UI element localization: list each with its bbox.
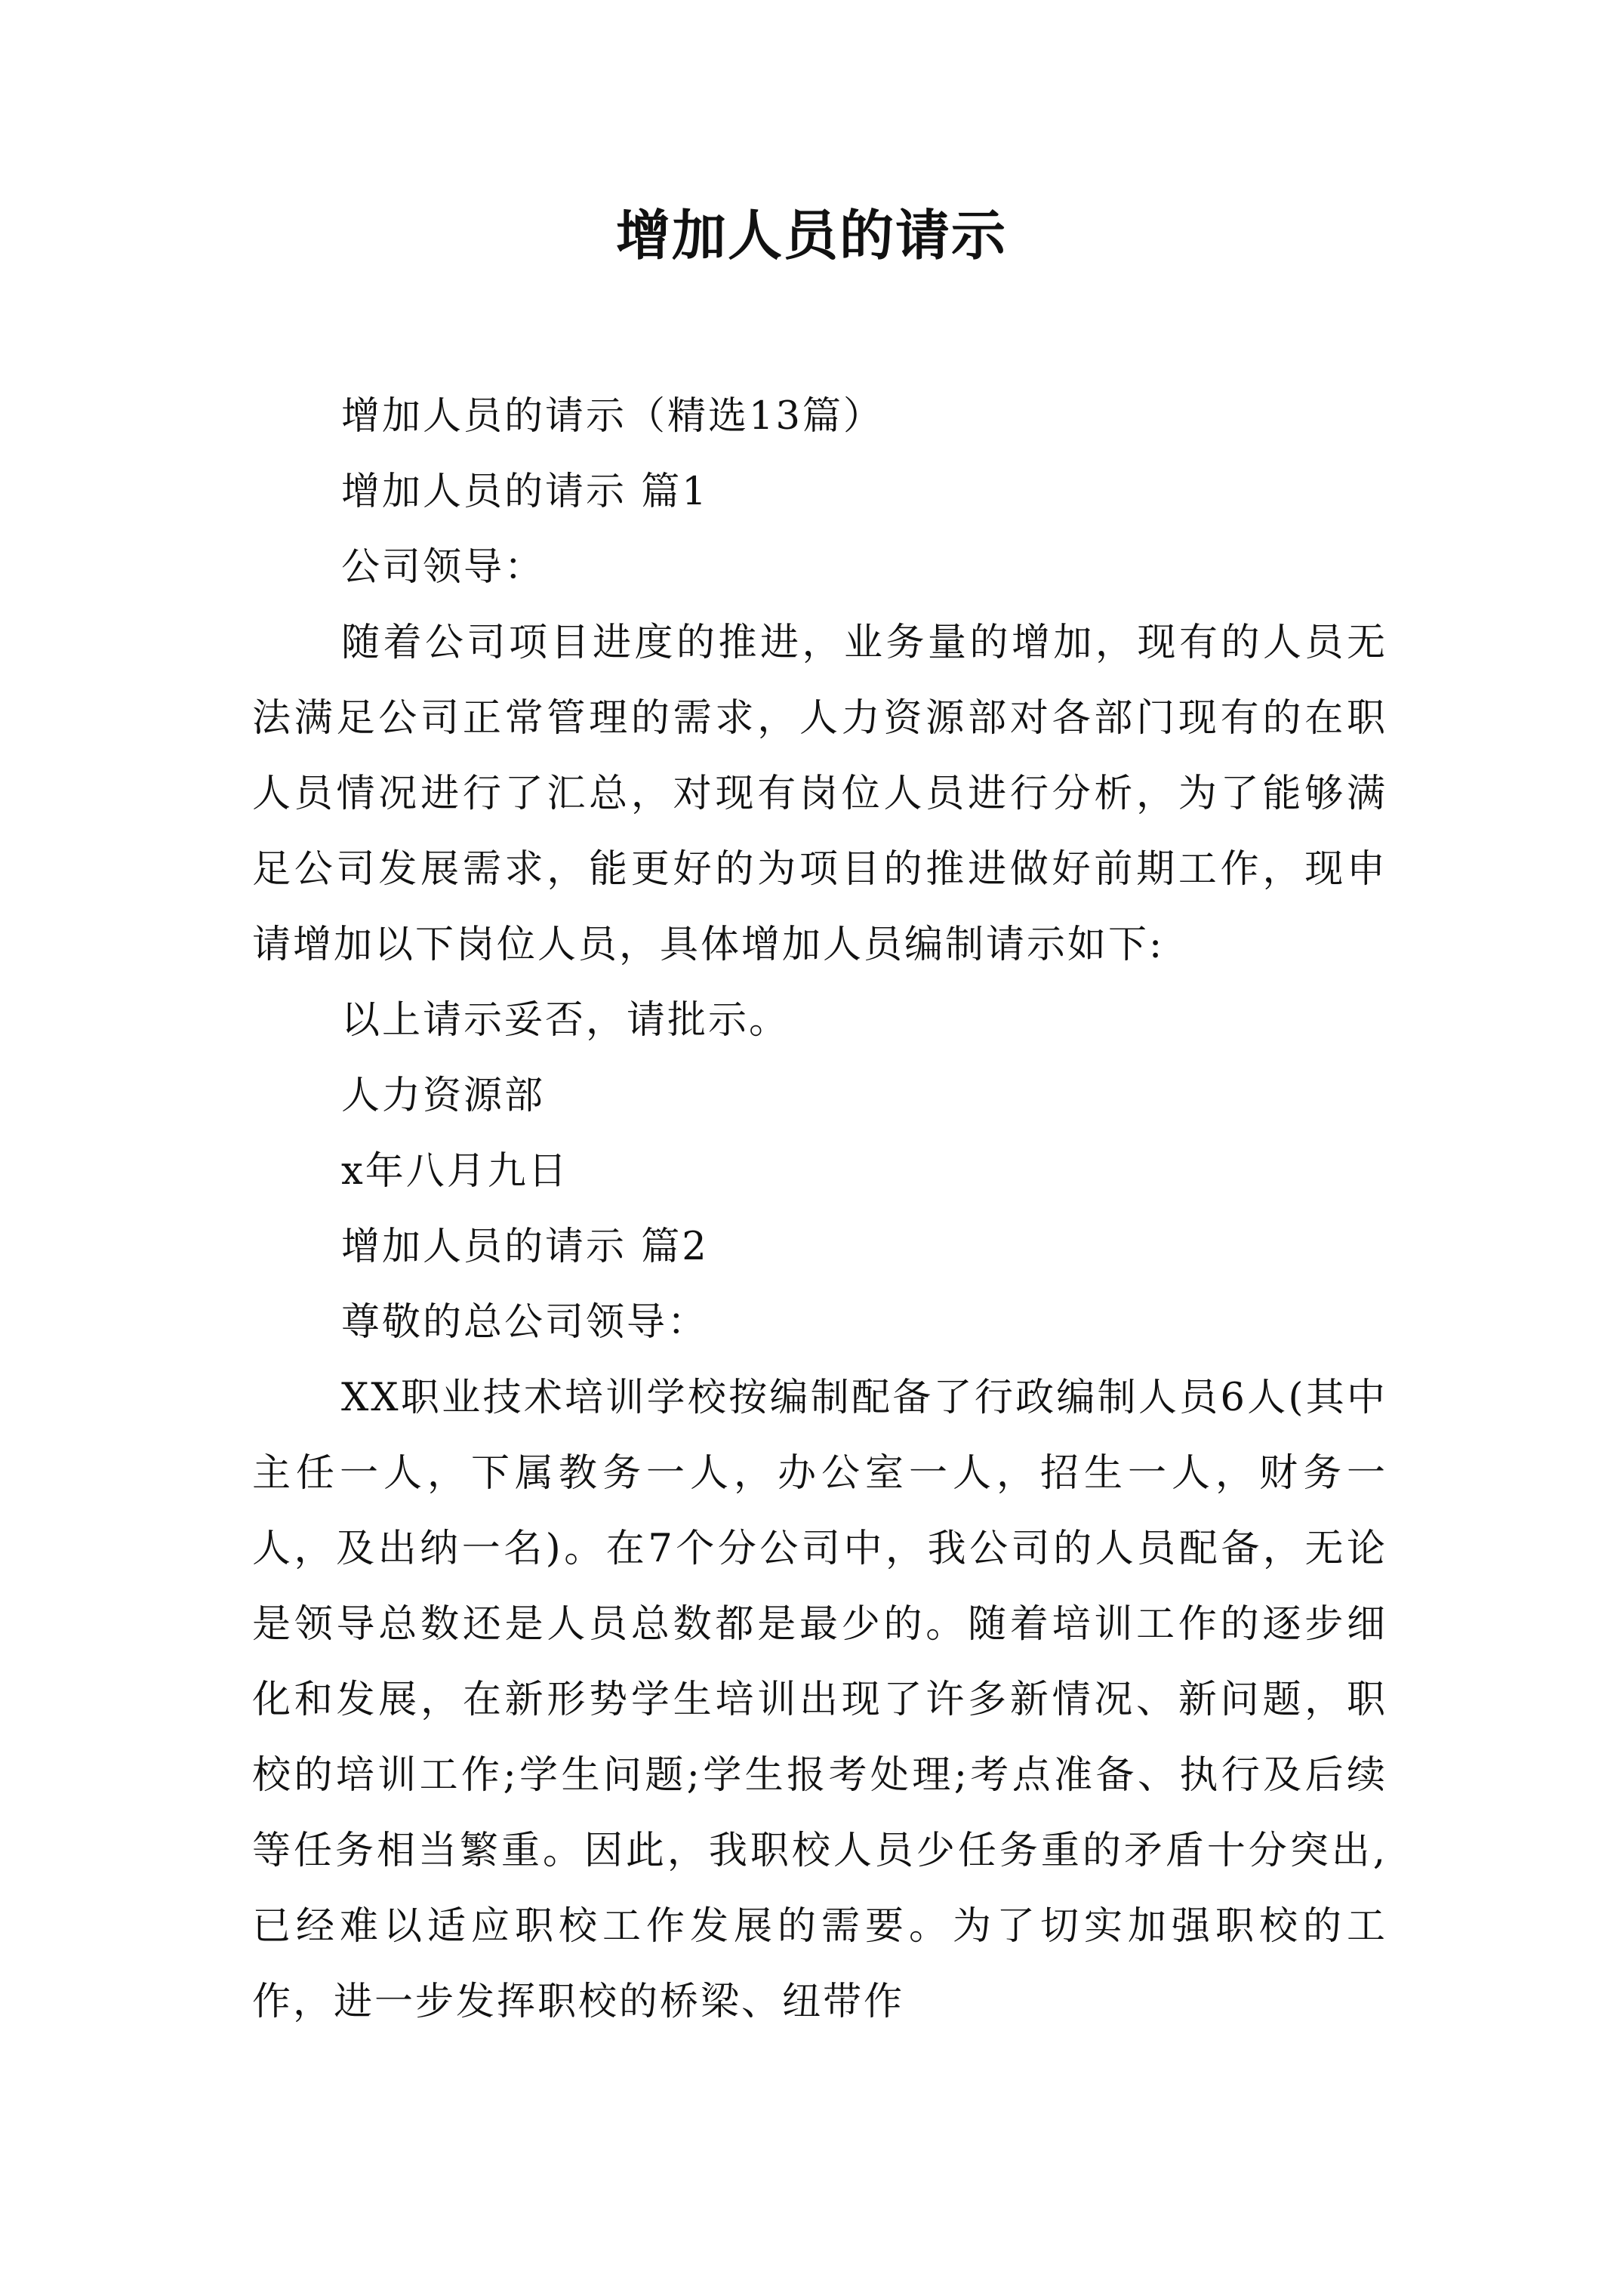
signature-date: x年八月九日	[341, 1149, 569, 1194]
document-title: 增加人员的请示	[615, 203, 1007, 267]
section-heading-1: 增加人员的请示 篇1	[341, 470, 709, 514]
section-heading-2: 增加人员的请示 篇2	[341, 1225, 709, 1269]
salutation-2: 尊敬的总公司领导：	[341, 1300, 709, 1345]
subtitle-paragraph: 增加人员的请示（精选13篇）	[341, 394, 884, 439]
body-paragraph-1: 随着公司项目进度的推进，业务量的增加，现有的人员无法满足公司正常管理的需求，人力资源部对各部门现有的在职人员情况进行了汇总，对现有岗位人员进行分析，为了能够满足公司发展需求，能更好的为项目的推进做好前期工作，现申请增加以下岗位人员，具体增加人员编制请示如下:	[252, 621, 1387, 967]
signature-department: 人力资源部	[341, 1074, 546, 1118]
body-paragraph-2: XX职业技术培训学校按编制配备了行政编制人员6人(其中主任一人，下属教务一人，办公室一人，招生一人，财务一人，及出纳一名)。在7个分公司中，我公司的人员配备，无论是领导总数还是人员总数都是最少的。随着培训工作的逐步细化和发展，在新形势学生培训出现了许多新情况、新问题，职校的培训工作;学生问题;学生报考处理;考点准备、执行及后续等任务相当繁重。因此，我职校人员少任务重的矛盾十分突出,已经难以适应职校工作发展的需要。为了切实加强职校的工作，进一步发挥职校的桥梁、纽带作	[252, 1376, 1387, 2024]
salutation-1: 公司领导：	[341, 545, 546, 590]
document-body	[252, 379, 1387, 2040]
closing-request: 以上请示妥否，请批示。	[341, 998, 790, 1043]
